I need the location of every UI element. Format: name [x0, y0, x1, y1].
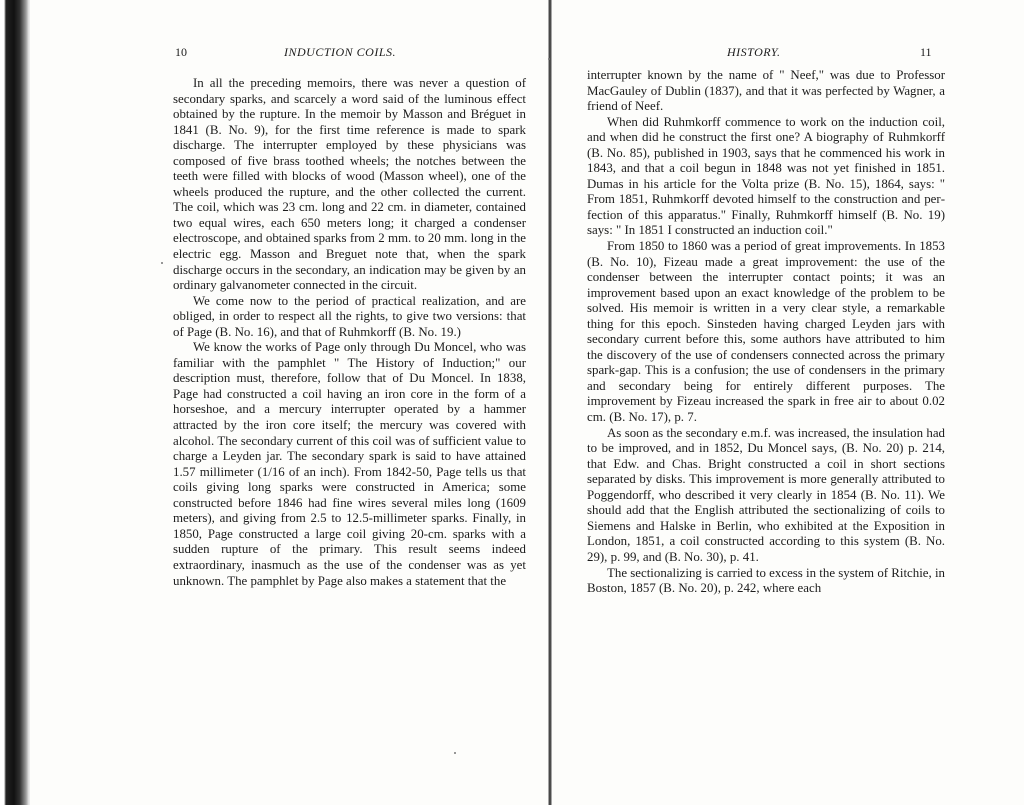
right-page: [552, 0, 1024, 805]
paragraph: As soon as the secondary e.m.f. was increased, the insulation had to be improved, and in 1852, Du Moncel says, (B. No. 20) p. 214, that Edw. and Chas. Bright constructed a coil in short sections separated by disks. This improvement is more generally attributed to Poggendorff, who described it very clearly in 1854 (B. No. 11). We should add that the English attributed the sectionalizing of coils to Siemens and Halske in Berlin, who exhibited at the Exposition in London, 1851, a coil constructed according to this system (B. No. 29), p. 99, and (B. No. 30), p. 41.: [587, 425, 945, 564]
paragraph: The sectionalizing is carried to excess in the system of Ritchie, in Boston, 1857 (B. No. 20), p. 242, where each: [587, 565, 945, 596]
paragraph: When did Ruhmkorff commence to work on the induction coil, and when did he construct the first one? A biography of Ruhmkorff (B. No. 85), published in 1903, says that he commenced his work in 1843, and that a coil begun in 1848 was not yet finished in 1851. Dumas in his article for the Volta prize (B. No. 15), 1864, says: " From 1851, Ruhmkorff devoted himself to the construction and perfection of this apparatus." Finally, Ruhmkorff himself (B. No. 19) says: " In 1851 I constructed an induction coil.": [587, 114, 945, 238]
paragraph: In all the preceding memoirs, there was never a question of secondary sparks, and scarcely a word said of the luminous effect obtained by the rupture. In the memoir by Masson and Bréguet in 1841 (B. No. 9), for the first time reference is made to spark discharge. The interrupter employed by these physicians was composed of five brass toothed wheels; the notches between the teeth were filled with blocks of wood (Masson wheel), one of the wheels produced the rupture, and the other collected the current. The coil, which was 23 cm. long and 22 cm. in diameter, contained two equal wires, each 650 meters long; it charged a condenser electroscope, and obtained sparks from 2 mm. to 20 mm. long in the electric egg. Masson and Breguet note that, when the spark discharge occurs in the secondary, an indication may be given by an ordinary galvanometer connected in the circuit.: [173, 76, 526, 293]
running-head: INDUCTION COILS.: [284, 45, 397, 59]
scan-speck: [548, 58, 550, 60]
paragraph: We come now to the period of practical realization, and are obliged, in order to respect all the rights, to give two versions: that of Page (B. No. 16), and that of Ruhmkorff (B. No. 19.): [173, 293, 526, 339]
body-text: [587, 68, 945, 597]
paragraph: interrupter known by the name of " Neef," was due to Professor MacGauley of Dublin (1837), and that it was perfected by Wagner, a friend of Neef.: [587, 68, 945, 114]
scan-speck: [161, 262, 163, 264]
paragraph: We know the works of Page only through Du Moncel, who was familiar with the pamphlet " The History of Induction;" our description must, therefore, follow that of Du Moncel. In 1838, Page had constructed a coil having an iron core in the form of a horseshoe, and a mercury interrupter operated by a hammer attracted by the iron core itself; the mercury was covered with alcohol. The secondary current of this coil was of sufficient value to charge a Leyden jar. The secondary spark is said to have attained 1.57 millimeter (1/16 of an inch). From 1842-50, Page tells us that coils giving long sparks were constructed in America; some constructed before 1846 had fine wires several miles long (1609 meters), and giving from 2.5 to 12.5-millimeter sparks. Finally, in 1850, Page constructed a large coil giving 20-cm. sparks with a sudden rupture of the primary. This result seems indeed extraordinary, inasmuch as the use of the condenser was as yet unknown. The pamphlet by Page also makes a statement that the: [173, 340, 526, 588]
paragraph: From 1850 to 1860 was a period of great improvements. In 1853 (B. No. 10), Fizeau made a great improvement: the use of the condenser between the interrupter contact points; it was an improvement based upon an exact knowledge of the problem to be solved. His memoir is written in a very clear style, a remarkable thing for this epoch. Sinsteden having charged Leyden jars with secondary current before this, some authors have attributed to him the discovery of the use of condensers connected across the primary spark-gap. This is a confusion; the use of condensers in the primary and secondary being for entirely different purposes. The improvement by Fizeau increased the spark in free air to about 0.02 cm. (B. No. 17), p. 7.: [587, 239, 945, 425]
page-number: 11: [920, 45, 932, 59]
book-binding-shadow: [0, 0, 30, 805]
scan-speck: [454, 752, 456, 754]
body-text: [173, 76, 526, 589]
page-number: 10: [175, 45, 187, 59]
left-page: [30, 0, 548, 805]
running-head: HISTORY.: [727, 45, 781, 59]
